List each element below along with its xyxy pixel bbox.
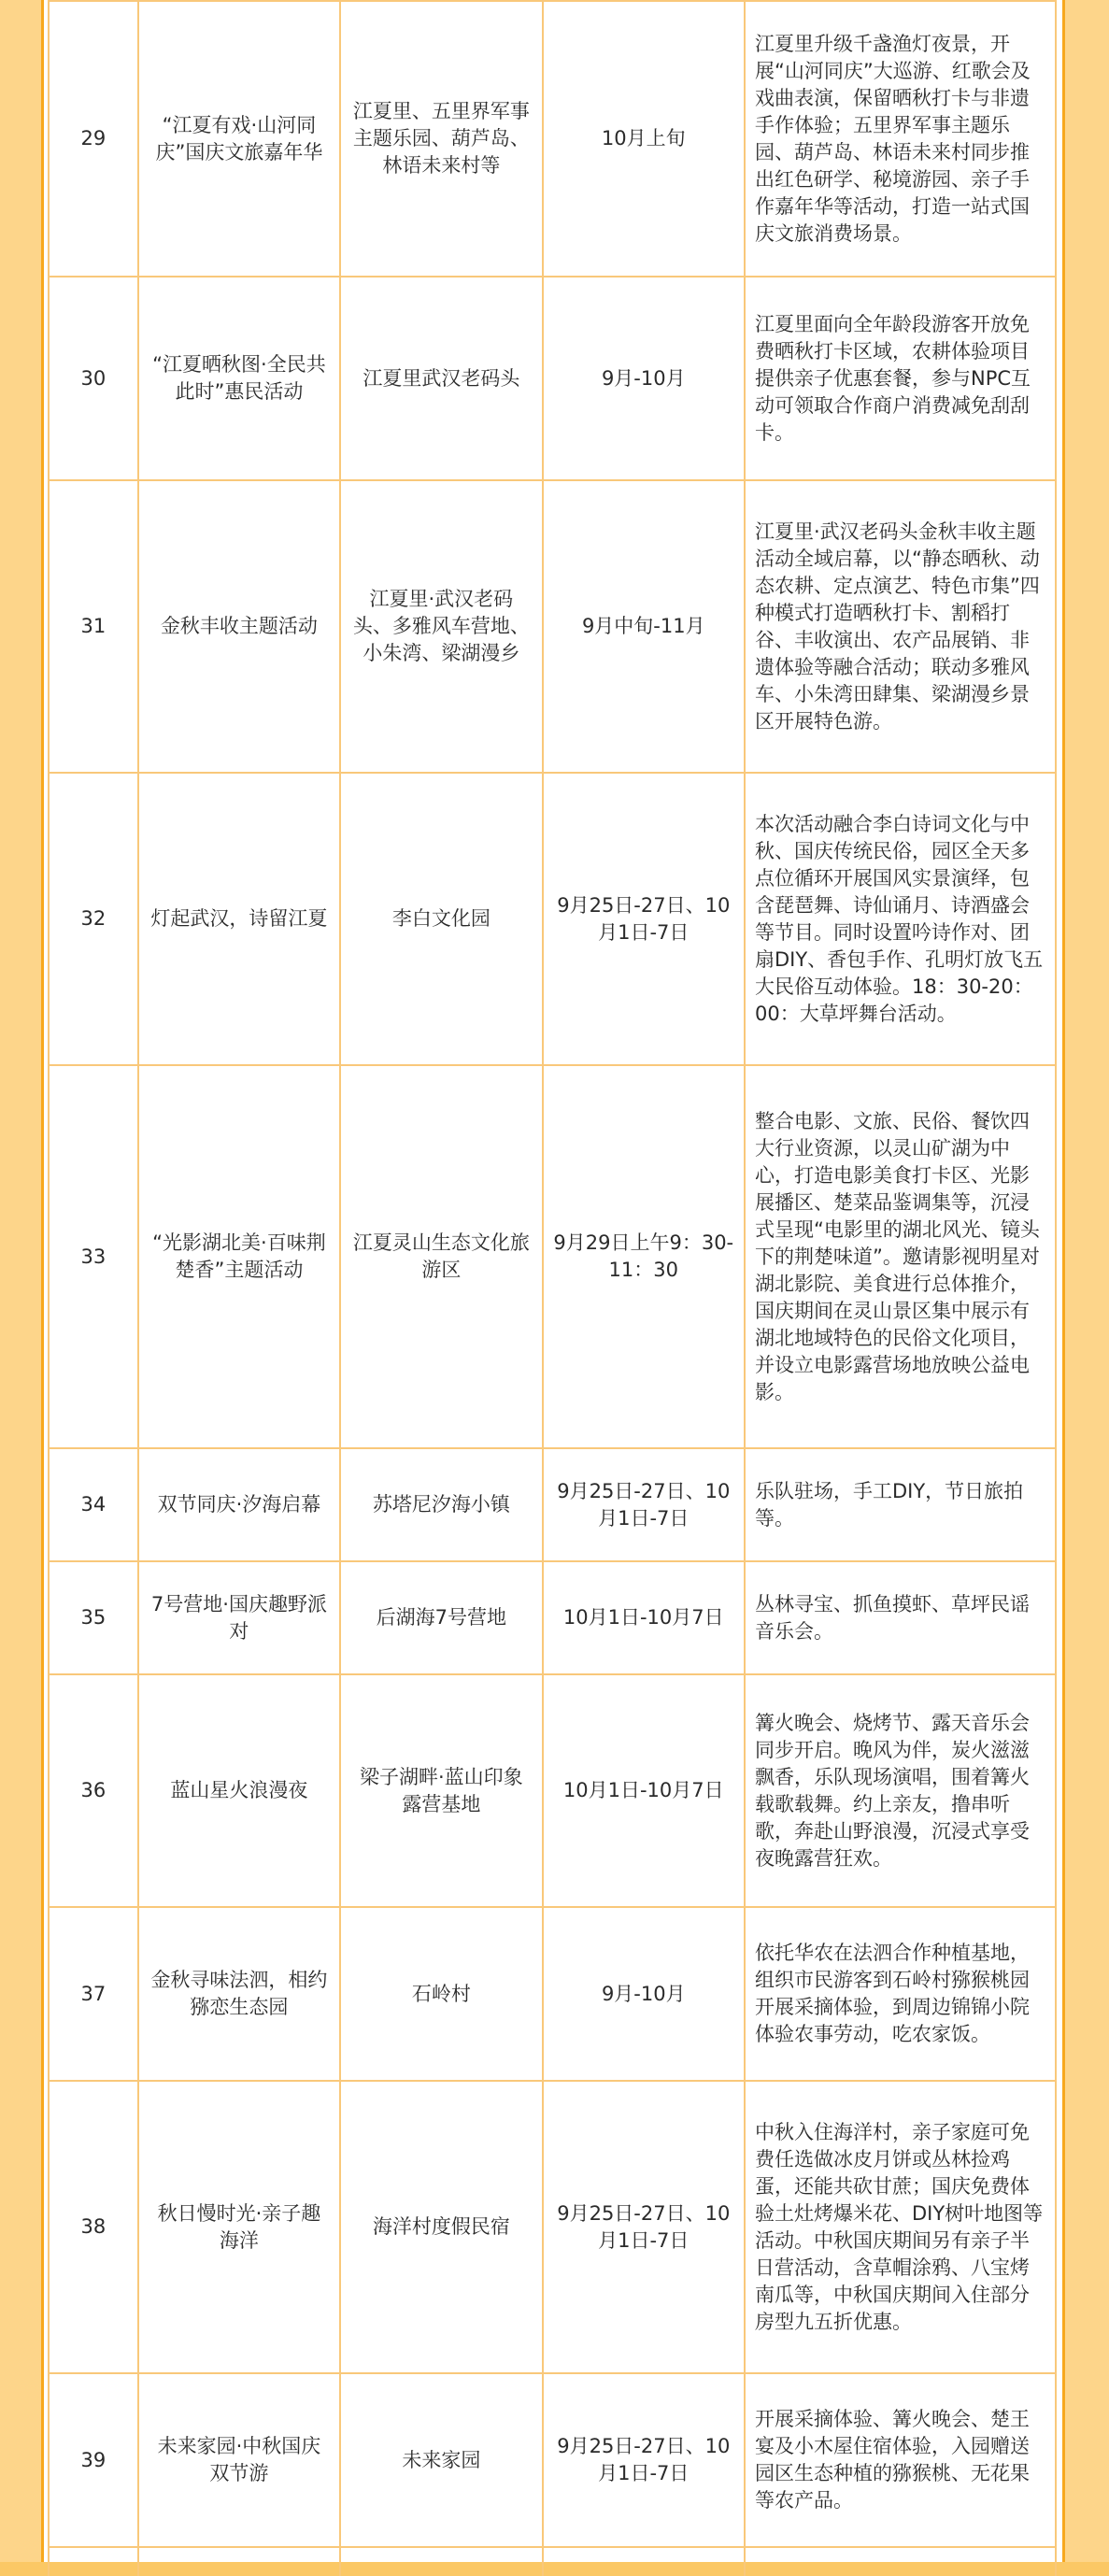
row-number: 36 [49, 1674, 138, 1907]
row-number: 39 [49, 2373, 138, 2547]
activity-place: 梁子湖畔·蓝山印象露营基地 [340, 1674, 542, 1907]
row-number: 30 [49, 277, 138, 480]
activity-description: 江夏里升级千盏渔灯夜景，开展“山河同庆”大巡游、红歌会及戏曲表演，保留晒秋打卡与非遗手作体验；五里界军事主题乐园、葫芦岛、林语未来村同步推出红色研学、秘境游园、亲子手作嘉年华等活动，打造一站式国庆文旅消费场景。 [745, 1, 1056, 277]
row-number: 32 [49, 773, 138, 1065]
activity-place: 苏塔尼汐海小镇 [340, 1448, 542, 1561]
row-number: 37 [49, 1907, 138, 2081]
activity-name: 7号营地·国庆趣野派对 [138, 1561, 340, 1674]
activity-place: 石岭村 [340, 1907, 542, 2081]
activity-description: 整合电影、文旅、民俗、餐饮四大行业资源，以灵山矿湖为中心，打造电影美食打卡区、光影展播区、楚菜品鉴调集等，沉浸式呈现“电影里的湖北风光、镜头下的荆楚味道”。邀请影视明星对湖北影院、美食进行总体推介，国庆期间在灵山景区集中展示有湖北地域特色的民俗文化项目，并设立电影露营场地放映公益电影。 [745, 1065, 1056, 1448]
activity-place: 江夏里、五里界军事主题乐园、葫芦岛、林语未来村等 [340, 1, 542, 277]
activity-time: 9月-10月 [543, 1907, 745, 2081]
activity-time: 9月25日-27日、10月1日-7日 [543, 2081, 745, 2373]
activity-description: 中秋入住海洋村，亲子家庭可免费任选做冰皮月饼或丛林捡鸡蛋，还能共砍甘蔗；国庆免费体验土灶烤爆米花、DIY树叶地图等活动。中秋国庆期间另有亲子半日营活动，含草帽涂鸦、八宝烤南瓜等，中秋国庆期间入住部分房型九五折优惠。 [745, 2081, 1056, 2373]
table-row [49, 2081, 1056, 2373]
activity-name: 未来家园·中秋国庆双节游 [138, 2373, 340, 2547]
activity-place: 江夏灵山生态文化旅游区 [340, 1065, 542, 1448]
activity-description: 乐队驻场，手工DIY，节日旅拍等。 [745, 1448, 1056, 1561]
activity-description: 江夏里面向全年龄段游客开放免费晒秋打卡区域，农耕体验项目提供亲子优惠套餐，参与NPC互动可领取合作商户消费减免刮刮卡。 [745, 277, 1056, 480]
table-row [49, 480, 1056, 773]
activity-time: 9月-10月 [543, 277, 745, 480]
activity-name: 灯起武汉，诗留江夏 [138, 773, 340, 1065]
activity-name: 金秋丰收主题活动 [138, 480, 340, 773]
table-row [49, 1674, 1056, 1907]
row-number: 35 [49, 1561, 138, 1674]
activity-name: 蓝山星火浪漫夜 [138, 1674, 340, 1907]
activity-time: 9月25日-27日、10月1日-7日 [543, 2373, 745, 2547]
row-number: 29 [49, 1, 138, 277]
activity-description: 依托华农在法泗合作种植基地，组织市民游客到石岭村猕猴桃园开展采摘体验，到周边锦锦小院体验农事劳动，吃农家饭。 [745, 1907, 1056, 2081]
activity-time: 9月25日-27日、10月1日-7日 [543, 773, 745, 1065]
table-row [49, 2373, 1056, 2547]
row-number: 31 [49, 480, 138, 773]
activity-name: 秋日慢时光·亲子趣海洋 [138, 2081, 340, 2373]
activity-place: 海洋村度假民宿 [340, 2081, 542, 2373]
table-row [49, 1065, 1056, 1448]
activity-description: 开展采摘体验、篝火晚会、楚王宴及小木屋住宿体验，入园赠送园区生态种植的猕猴桃、无花果等农产品。 [745, 2373, 1056, 2547]
activity-table [48, 0, 1057, 2576]
activity-time: 10月1日-10月7日 [543, 1674, 745, 1907]
left-margin-stripe [0, 0, 41, 2562]
activity-time: 10月上旬 [543, 1, 745, 277]
table-row [49, 1, 1056, 277]
activity-place: 李白文化园 [340, 773, 542, 1065]
activity-time: 9月29日上午9：30-11：30 [543, 1065, 745, 1448]
table-row [49, 1448, 1056, 1561]
table-row [49, 1907, 1056, 2081]
activity-place: 后湖海7号营地 [340, 1561, 542, 1674]
activity-place: 江夏里武汉老码头 [340, 277, 542, 480]
activity-name: 金秋寻味法泗，相约猕恋生态园 [138, 1907, 340, 2081]
activity-description: 江夏里·武汉老码头金秋丰收主题活动全域启幕，以“静态晒秋、动态农耕、定点演艺、特色市集”四种模式打造晒秋打卡、割稻打谷、丰收演出、农产品展销、非遗体验等融合活动；联动多雅风车、小朱湾田肆集、梁湖漫乡景区开展特色游。 [745, 480, 1056, 773]
activity-place: 江夏里·武汉老码头、多雅风车营地、小朱湾、梁湖漫乡 [340, 480, 542, 773]
activity-description: 本次活动融合李白诗词文化与中秋、国庆传统民俗，园区全天多点位循环开展国风实景演绎，包含琵琶舞、诗仙诵月、诗酒盛会等节目。同时设置吟诗作对、团扇DIY、香包手作、孔明灯放飞五大民俗互动体验。18：30-20：00：大草坪舞台活动。 [745, 773, 1056, 1065]
row-number: 38 [49, 2081, 138, 2373]
activity-name: “江夏有戏·山河同庆”国庆文旅嘉年华 [138, 1, 340, 277]
row-number: 33 [49, 1065, 138, 1448]
activity-description: 篝火晚会、烧烤节、露天音乐会同步开启。晚风为伴，炭火滋滋飘香，乐队现场演唱，围着篝火载歌载舞。约上亲友，撸串听歌，奔赴山野浪漫，沉浸式享受夜晚露营狂欢。 [745, 1674, 1056, 1907]
activity-time: 9月中旬-11月 [543, 480, 745, 773]
activity-description: 丛林寻宝、抓鱼摸虾、草坪民谣音乐会。 [745, 1561, 1056, 1674]
activity-time: 9月25日-27日、10月1日-7日 [543, 1448, 745, 1561]
right-margin-stripe [1065, 0, 1109, 2562]
row-number: 34 [49, 1448, 138, 1561]
activity-place: 未来家园 [340, 2373, 542, 2547]
activity-time: 10月1日-10月7日 [543, 1561, 745, 1674]
table-row [49, 1561, 1056, 1674]
activity-name: “光影湖北美·百味荆楚香”主题活动 [138, 1065, 340, 1448]
table-row [49, 773, 1056, 1065]
activity-name: “江夏晒秋图·全民共此时”惠民活动 [138, 277, 340, 480]
table-row [49, 277, 1056, 480]
activity-name: 双节同庆·汐海启幕 [138, 1448, 340, 1561]
